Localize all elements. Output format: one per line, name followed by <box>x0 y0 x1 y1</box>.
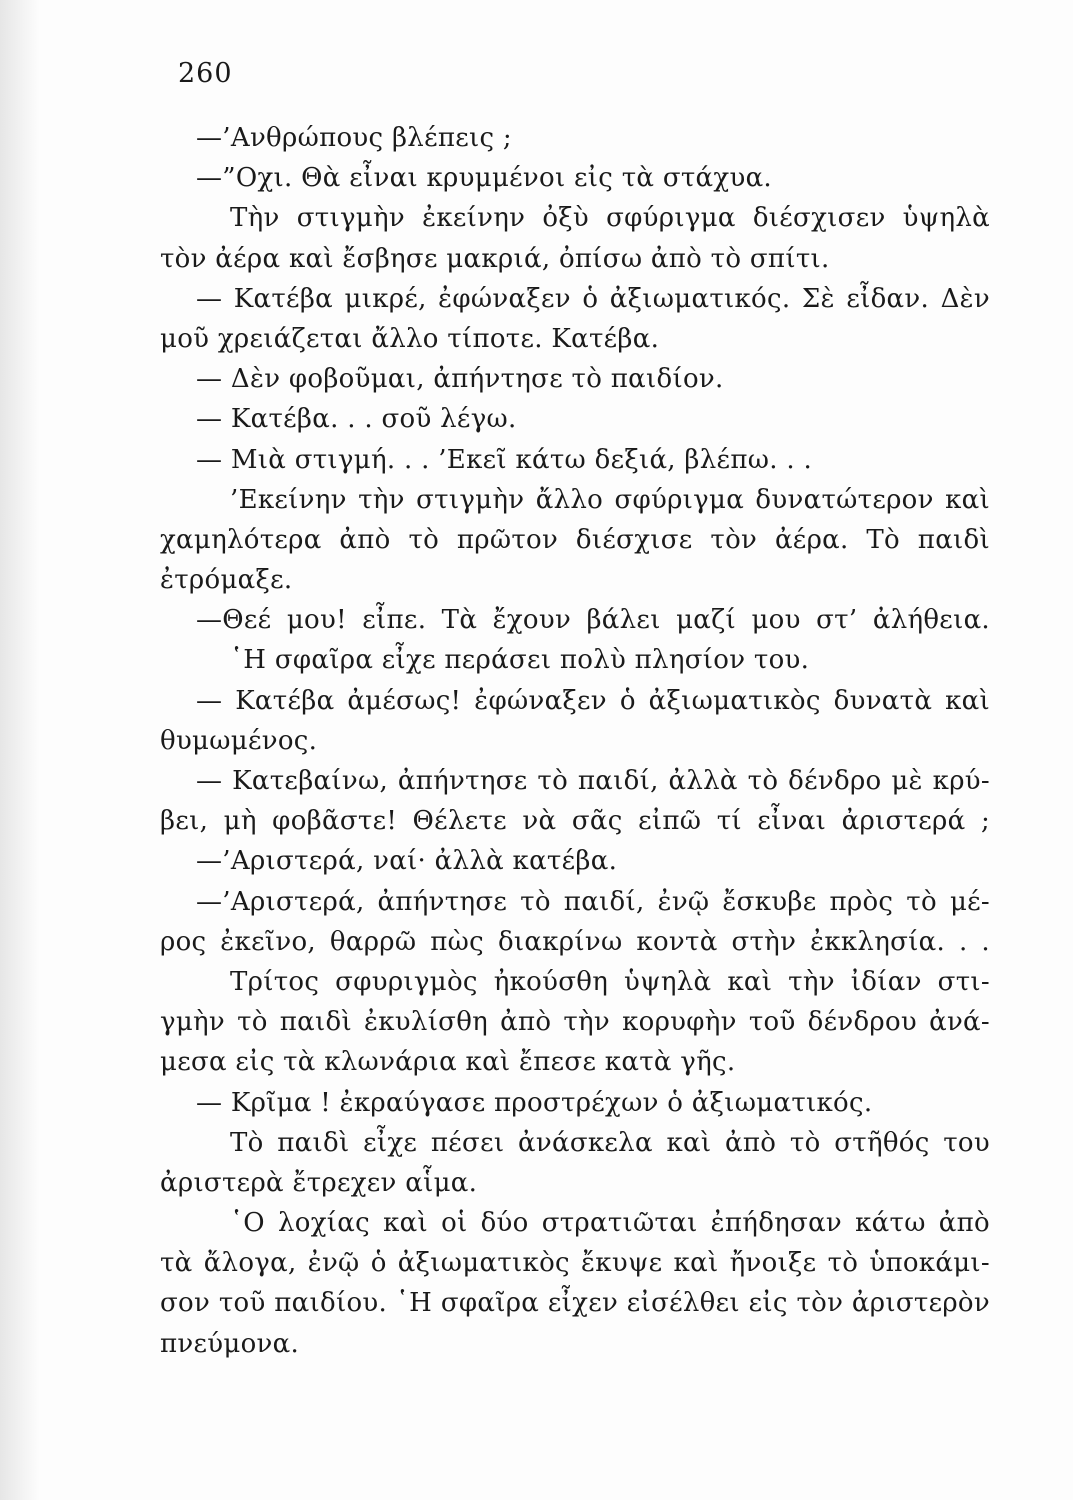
text-line: πνεύμονα. <box>160 1328 300 1359</box>
text-line: ῾Ο λοχίας καὶ οἱ δύο στρατιῶται ἐπήδησαν κάτω ἀπὸ <box>230 1208 990 1239</box>
text-line: —’Αριστερά, ἀπήντησε τὸ παιδί, ἐνῷ ἔσκυβε πρὸς τὸ μέ- <box>196 886 990 917</box>
text-line: —Θεέ μου! εἶπε. Τὰ ἔχουν βάλει μαζί μου στ’ ἀλήθεια. <box>196 605 990 636</box>
text-line: ἀριστερὰ ἔτρεχεν αἷμα. <box>160 1167 478 1198</box>
text-line: —’Αριστερά, ναί· ἀλλὰ κατέβα. <box>196 846 618 877</box>
text-line: —’Ανθρώπους βλέπεις ; <box>196 123 512 153</box>
page-gutter-shadow <box>0 0 40 1500</box>
text-line: θυμωμένος. <box>160 725 318 756</box>
text-line: — Κατέβα ἀμέσως! ἐφώναξεν ὁ ἀξιωματικὸς δυνατὰ καὶ <box>196 685 990 716</box>
text-line: —”Οχι. Θὰ εἶναι κρυμμένοι εἰς τὰ στάχυα. <box>196 163 773 194</box>
text-line: — Δὲν φοβοῦμαι, ἀπήντησε τὸ παιδίον. <box>196 364 724 395</box>
text-line: ῾Η σφαῖρα εἶχε περάσει πολὺ πλησίον του. <box>230 645 810 676</box>
text-line: τὰ ἄλογα, ἐνῷ ὁ ἀξιωματικὸς ἔκυψε καὶ ἤνοιξε τὸ ὑποκάμι- <box>160 1248 990 1279</box>
text-line: — Μιὰ στιγμή. . . ’Εκεῖ κάτω δεξιά, βλέπω. . . <box>196 444 813 475</box>
page-text-body <box>160 118 990 1364</box>
text-line: — Κατέβα μικρέ, ἐφώναξεν ὁ ἀξιωματικός. Σὲ εἶδαν. Δὲν <box>196 283 990 314</box>
text-line: τὸν ἀέρα καὶ ἔσβησε μακριά, ὀπίσω ἀπὸ τὸ σπίτι. <box>160 243 830 274</box>
text-line: βει, μὴ φοβᾶστε! Θέλετε νὰ σᾶς εἰπῶ τί εἶναι ἀριστερά ; <box>160 806 990 837</box>
text-line: — Κρῖμα ! ἐκραύγασε προστρέχων ὁ ἀξιωματικός. <box>196 1087 873 1118</box>
text-line: Τὸ παιδὶ εἶχε πέσει ἀνάσκελα καὶ ἀπὸ τὸ στῆθός του <box>230 1127 990 1158</box>
text-line: χαμηλότερα ἀπὸ τὸ πρῶτον διέσχισε τὸν ἀέρα. Τὸ παιδὶ <box>160 524 990 555</box>
page-number: 260 <box>178 58 233 89</box>
text-line: σον τοῦ παιδίου. ῾Η σφαῖρα εἶχεν εἰσέλθει εἰς τὸν ἀριστερὸν <box>160 1288 990 1319</box>
text-line: μοῦ χρειάζεται ἄλλο τίποτε. Κατέβα. <box>160 323 660 354</box>
text-line: — Κατεβαίνω, ἀπήντησε τὸ παιδί, ἀλλὰ τὸ δένδρο μὲ κρύ- <box>196 766 990 796</box>
text-line: γμὴν τὸ παιδὶ ἐκυλίσθη ἀπὸ τὴν κορυφὴν τοῦ δένδρου ἀνά- <box>160 1007 990 1038</box>
text-line: μεσα εἰς τὰ κλωνάρια καὶ ἔπεσε κατὰ γῆς. <box>160 1047 736 1078</box>
text-line: Τρίτος σφυριγμὸς ἠκούσθη ὑψηλὰ καὶ τὴν ἰδίαν στι- <box>230 966 990 997</box>
text-line: ρος ἐκεῖνο, θαρρῶ πὼς διακρίνω κοντὰ στὴν ἐκκλησία. . . <box>160 926 990 957</box>
text-line: ’Εκείνην τὴν στιγμὴν ἄλλο σφύριγμα δυνατώτερον καὶ <box>230 484 990 515</box>
text-line: Τὴν στιγμὴν ἐκείνην ὀξὺ σφύριγμα διέσχισεν ὑψηλὰ <box>230 203 990 234</box>
text-line: ἐτρόμαξε. <box>160 565 293 596</box>
text-line: — Κατέβα. . . σοῦ λέγω. <box>196 404 517 435</box>
